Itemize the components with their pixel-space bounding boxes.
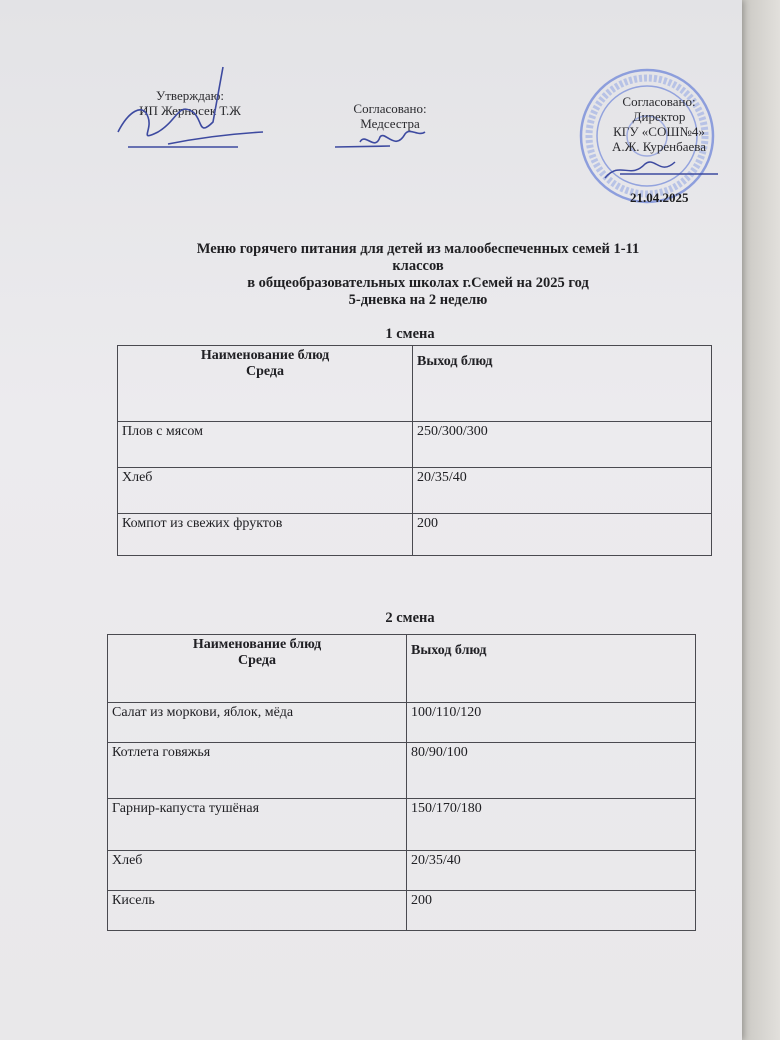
dish-yield: 200 [407, 891, 696, 931]
approval-label: Согласовано: [622, 94, 696, 109]
table-row [108, 703, 696, 743]
header-dish-label: Наименование блюд [200, 348, 330, 363]
menu-table-shift-2 [107, 634, 696, 931]
dish-yield: 20/35/40 [407, 851, 696, 891]
signature-middle [330, 122, 430, 162]
menu-table-shift-1 [117, 345, 712, 556]
approval-name: А.Ж. Куренбаева [611, 139, 707, 154]
dish-yield: 80/90/100 [407, 743, 696, 799]
dish-yield: 100/110/120 [407, 703, 696, 743]
header-dish-name [108, 635, 407, 703]
approval-org: КГУ «СОШ№4» [613, 124, 705, 139]
table-row [118, 422, 712, 468]
signature-left [108, 62, 268, 152]
table-row [108, 743, 696, 799]
title-line-4: 5-дневка на 2 неделю [348, 292, 488, 308]
header-day-label: Среда [245, 364, 284, 379]
shift-1-heading: 1 смена [385, 326, 435, 342]
approval-date: 21.04.2025 [630, 190, 689, 205]
dish-name: Салат из моркови, яблок, мёда [108, 703, 407, 743]
approval-role: Медсестра [360, 116, 420, 131]
header-dish-label: Наименование блюд [192, 637, 322, 652]
title-line-3: в общеобразовательных школах г.Семей на 2025 год [247, 275, 589, 291]
header-dish-name [118, 346, 413, 422]
title-line-1: Меню горячего питания для детей из малообеспеченных семей 1-11 [196, 241, 640, 257]
dish-name: Кисель [108, 891, 407, 931]
table-header-row [118, 346, 712, 422]
approval-block-right [594, 94, 724, 154]
document-title [118, 241, 718, 309]
table-row [108, 851, 696, 891]
dish-yield: 200 [413, 514, 712, 556]
table-row [118, 468, 712, 514]
header-day-label: Среда [237, 653, 276, 668]
approval-label: Согласовано: [353, 101, 427, 116]
table-header-row [108, 635, 696, 703]
header-yield: Выход блюд [407, 635, 696, 703]
table-row [108, 891, 696, 931]
dish-name: Котлета говяжья [108, 743, 407, 799]
approval-name: ИП Жерносек Т.Ж [139, 103, 241, 118]
title-line-2: классов [392, 258, 444, 274]
approval-label: Утверждаю: [156, 88, 224, 103]
dish-yield: 20/35/40 [413, 468, 712, 514]
signature-right [600, 150, 720, 190]
shift-2-heading: 2 смена [385, 610, 435, 626]
dish-name: Хлеб [108, 851, 407, 891]
approval-role: Директор [632, 109, 686, 124]
dish-yield: 150/170/180 [407, 799, 696, 851]
table-row [118, 514, 712, 556]
background-wall [740, 0, 780, 1040]
dish-name: Гарнир-капуста тушёная [108, 799, 407, 851]
dish-name: Хлеб [118, 468, 413, 514]
dish-yield: 250/300/300 [413, 422, 712, 468]
dish-name: Плов с мясом [118, 422, 413, 468]
dish-name: Компот из свежих фруктов [118, 514, 413, 556]
table-row [108, 799, 696, 851]
header-yield: Выход блюд [413, 346, 712, 422]
